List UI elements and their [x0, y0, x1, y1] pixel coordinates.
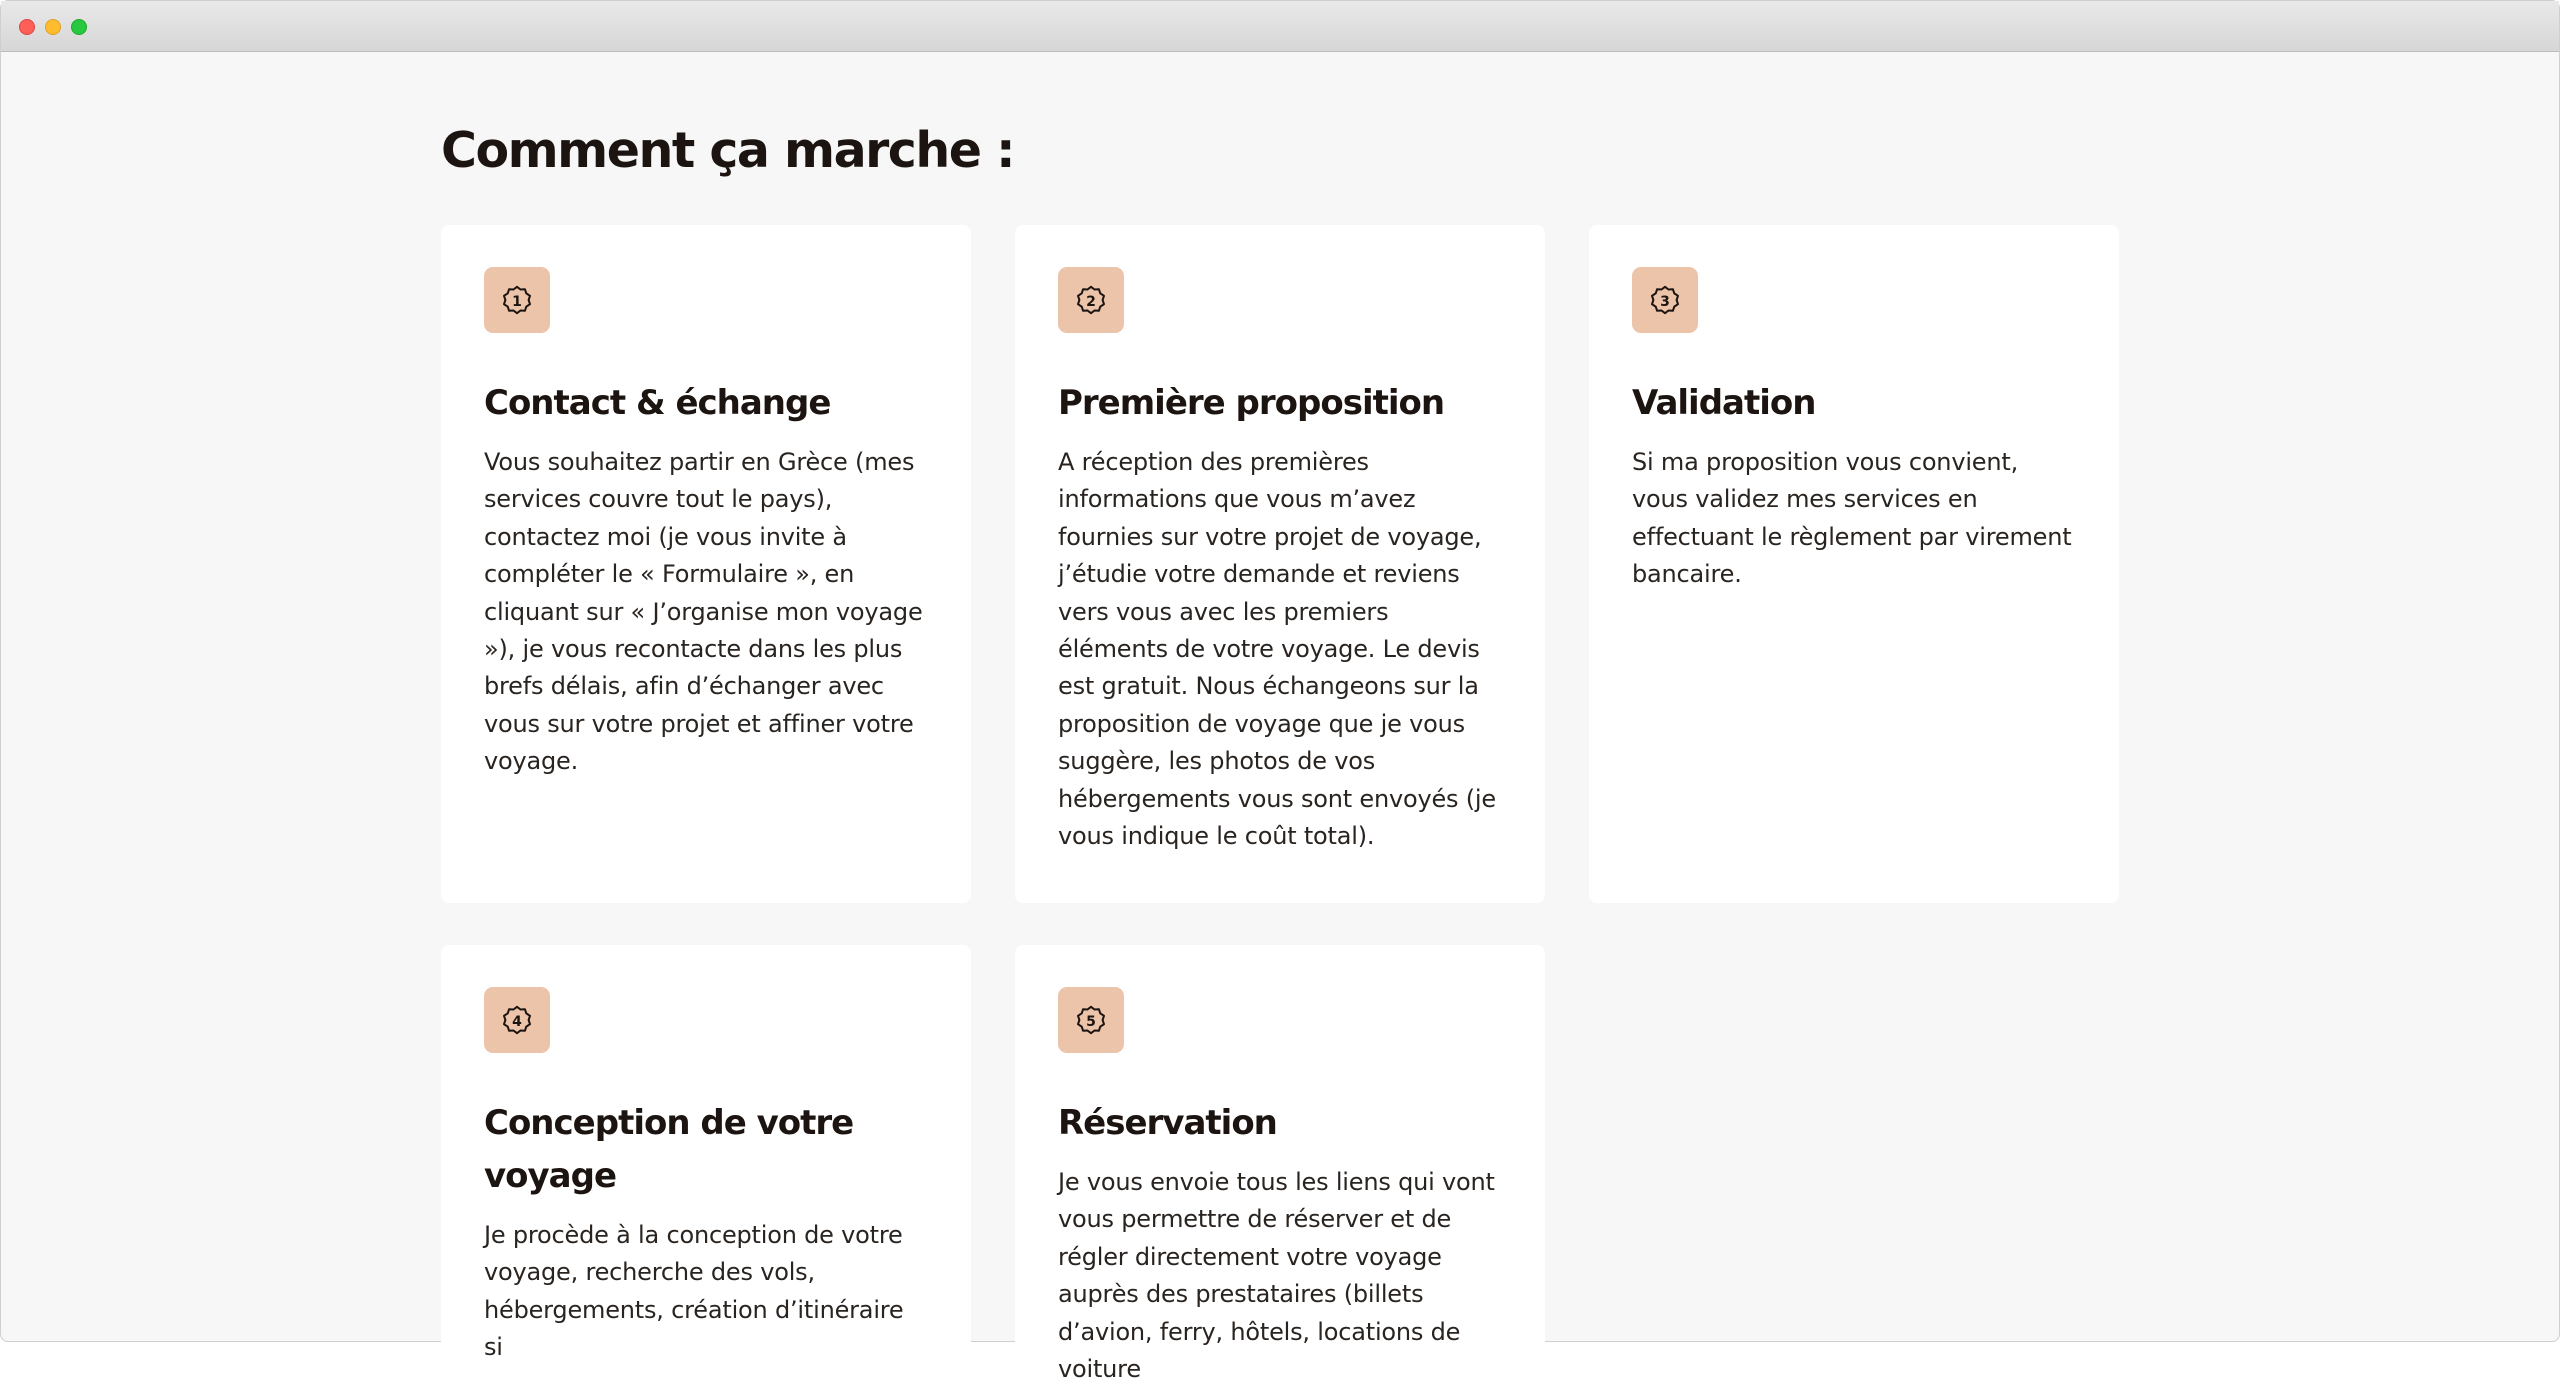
- step-description: A réception des premières informations que vous m’avez fournies sur votre projet de voyage, j’étudie votre demande et reviens vers vous avec les premiers éléments de votre voyage. Le devis est gratuit. Nous échangeons sur la proposition de voyage que je vous suggère, les photos de vos hébergements vous sont envoyés (je vous indique le coût total).: [1058, 448, 1496, 851]
- step-description: Vous souhaitez partir en Grèce (mes services couvre tout le pays), contactez moi (je vous invite à compléter le « Formulaire », en cliquant sur « J’organise mon voyage »), je vous recontacte dans les plus brefs délais, afin d’échanger avec vous sur votre projet et affiner votre voyage.: [484, 448, 923, 776]
- close-window-button[interactable]: [19, 19, 35, 35]
- step-badge: [1632, 267, 1698, 333]
- step-description: Je vous envoie tous les liens qui vont vous permettre de réserver et de régler directement votre voyage auprès des prestataires (billets d’avion, ferry, hôtels, locations de voiture: [1058, 1168, 1495, 1384]
- maximize-window-button[interactable]: [71, 19, 87, 35]
- svg-text:3: 3: [1660, 294, 1670, 310]
- step-card-5: [1015, 945, 1545, 1384]
- numbered-seal-icon: [499, 1002, 535, 1038]
- step-card-2: [1015, 225, 1545, 903]
- how-it-works-section: [441, 121, 2121, 1384]
- step-badge: [1058, 267, 1124, 333]
- step-description: Je procède à la conception de votre voyage, recherche des vols, hébergements, création d’itinéraire si: [484, 1221, 904, 1362]
- step-title: Première proposition: [1058, 383, 1445, 423]
- step-title: Réservation: [1058, 1103, 1277, 1143]
- step-title: Validation: [1632, 383, 1816, 423]
- step-card-1: [441, 225, 971, 903]
- step-card-3: [1589, 225, 2119, 903]
- step-description: Si ma proposition vous convient, vous validez mes services en effectuant le règlement par virement bancaire.: [1632, 448, 2072, 589]
- svg-text:1: 1: [512, 294, 522, 310]
- step-badge: [1058, 987, 1124, 1053]
- svg-text:4: 4: [512, 1014, 522, 1030]
- step-badge: [484, 267, 550, 333]
- step-card-4: [441, 945, 971, 1365]
- numbered-seal-icon: [1647, 282, 1683, 318]
- numbered-seal-icon: [1073, 1002, 1109, 1038]
- step-title: Conception de votre voyage: [484, 1103, 854, 1196]
- svg-text:5: 5: [1086, 1014, 1096, 1030]
- numbered-seal-icon: [1073, 282, 1109, 318]
- window-titlebar: [1, 1, 2559, 52]
- numbered-seal-icon: [499, 282, 535, 318]
- minimize-window-button[interactable]: [45, 19, 61, 35]
- svg-text:2: 2: [1086, 294, 1096, 310]
- step-title: Contact & échange: [484, 383, 831, 423]
- step-badge: [484, 987, 550, 1053]
- page-title: Comment ça marche :: [441, 122, 1015, 179]
